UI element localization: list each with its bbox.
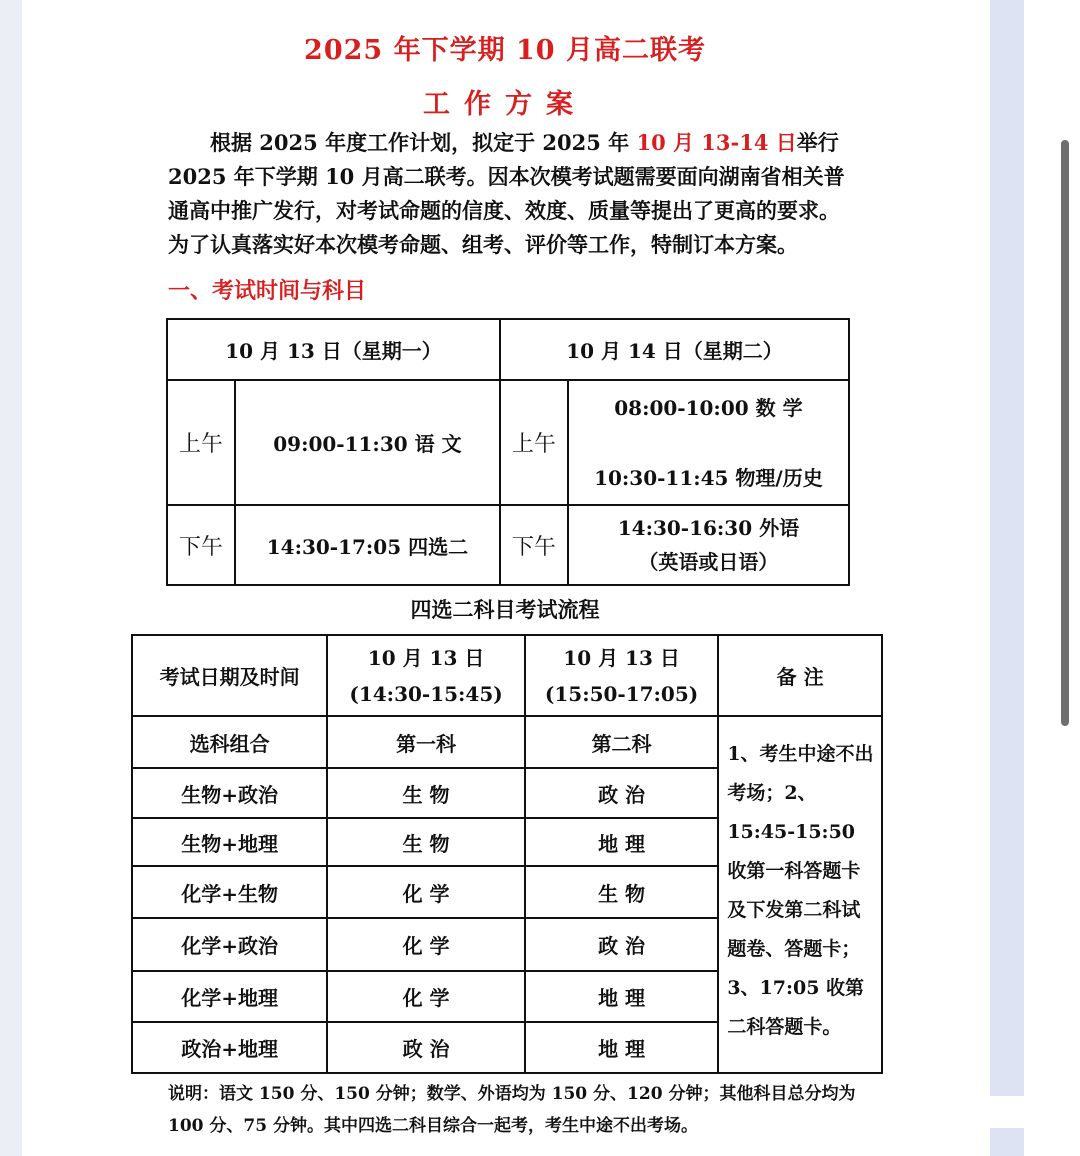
first-subject-cell: 生 物 — [327, 818, 525, 866]
intro-paragraph — [168, 126, 858, 262]
viewer-left-margin — [0, 0, 22, 1156]
subheader-combo: 选科组合 — [132, 716, 327, 768]
header-notes: 备 注 — [718, 635, 882, 716]
slot2-time: (15:50-17:05) — [544, 681, 699, 706]
day2-am-label: 上午 — [500, 380, 568, 505]
combo-cell: 政治+地理 — [132, 1022, 327, 1073]
second-subject-cell: 地 理 — [525, 1022, 719, 1073]
day2-header: 10 月 14 日（星期二） — [500, 319, 849, 380]
combo-cell: 化学+政治 — [132, 918, 327, 971]
day2-pm-subjects — [568, 505, 849, 585]
second-subject-cell: 政 治 — [525, 768, 719, 818]
day1-pm-label: 下午 — [167, 505, 235, 585]
intro-date-highlight: 10 月 13-14 日 — [636, 130, 797, 155]
day1-pm-subject: 14:30-17:05 四选二 — [235, 505, 500, 585]
first-subject-cell: 化 学 — [327, 918, 525, 971]
header-slot2 — [525, 635, 719, 716]
second-subject-cell: 政 治 — [525, 918, 719, 971]
day2-am-line2: 10:30-11:45 物理/历史 — [594, 465, 823, 490]
notes-cell: 1、考生中途不出考场；2、15:45-15:50 收第一科答题卡及下发第二科试题卷、答题卡；3、17:05 收第二科答题卡。 — [718, 716, 882, 1073]
combo-cell: 生物+地理 — [132, 818, 327, 866]
day2-pm-label: 下午 — [500, 505, 568, 585]
first-subject-cell: 政 治 — [327, 1022, 525, 1073]
day2-am-subjects — [568, 380, 849, 505]
intro-text-1: 根据 2025 年度工作计划，拟定于 2025 年 — [210, 130, 637, 155]
day1-am-subject: 09:00-11:30 语 文 — [235, 380, 500, 505]
first-subject-cell: 化 学 — [327, 866, 525, 918]
header-date-time: 考试日期及时间 — [132, 635, 327, 716]
vertical-scrollbar[interactable] — [1061, 140, 1069, 726]
second-subject-cell: 生 物 — [525, 866, 719, 918]
first-subject-cell: 化 学 — [327, 971, 525, 1022]
combo-cell: 化学+地理 — [132, 971, 327, 1022]
slot2-date: 10 月 13 日 — [563, 645, 680, 670]
day2-am-line1: 08:00-10:00 数 学 — [614, 395, 803, 420]
header-slot1 — [327, 635, 525, 716]
footnote: 说明：语文 150 分、150 分钟；数学、外语均为 150 分、120 分钟；其他科目总分均为 100 分、75 分钟。其中四选二科目综合一起考，考生中途不出考场。 — [168, 1084, 856, 1136]
section-heading: 一、考试时间与科目 — [168, 278, 367, 304]
flow-caption: 四选二科目考试流程 — [410, 597, 600, 622]
subheader-first: 第一科 — [327, 716, 525, 768]
day1-am-label: 上午 — [167, 380, 235, 505]
day1-header: 10 月 13 日（星期一） — [167, 319, 500, 380]
day2-pm-line1: 14:30-16:30 外语 — [617, 516, 800, 540]
second-subject-cell: 地 理 — [525, 818, 719, 866]
viewer-right-panel — [990, 0, 1024, 1156]
document-subtitle: 工作方案 — [423, 89, 587, 120]
combo-cell: 生物+政治 — [132, 768, 327, 818]
intro-text-2: 举行 2025 年下学期 10 月高二联考。因本次模考试题需要面向湖南省相关普通高中推广发行，对考试命题的信度、效度、质量等提出了更高的要求。为了认真落实好本次模考命题、组考、评价等工作，特制订本方案。 — [168, 130, 845, 257]
slot1-date: 10 月 13 日 — [367, 645, 485, 670]
slot1-time: (14:30-15:45) — [349, 681, 503, 706]
second-subject-cell: 地 理 — [525, 971, 719, 1022]
document-title: 2025 年下学期 10 月高二联考 — [304, 35, 706, 66]
panel-gap — [990, 1096, 1024, 1128]
day2-pm-line2: （英语或日语） — [638, 550, 779, 574]
combo-cell: 化学+生物 — [132, 866, 327, 918]
first-subject-cell: 生 物 — [327, 768, 525, 818]
elective-flow-table — [131, 634, 883, 1074]
subheader-second: 第二科 — [525, 716, 719, 768]
exam-schedule-table — [166, 318, 850, 586]
